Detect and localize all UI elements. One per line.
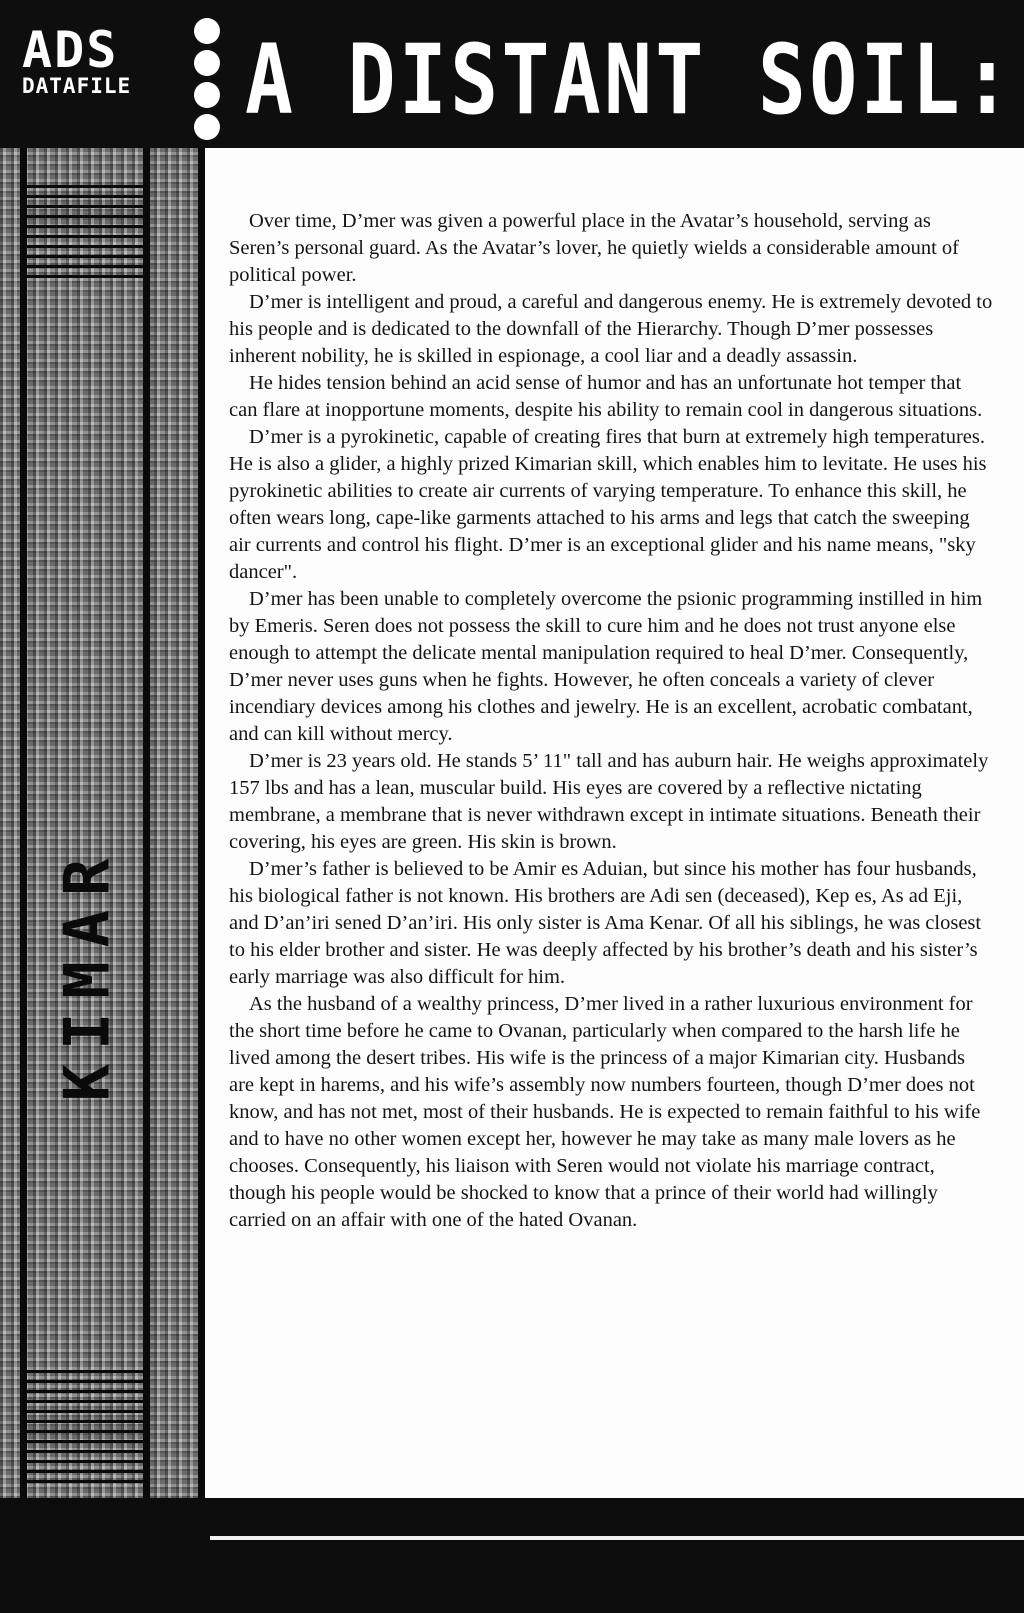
- sidebar-divider: [20, 148, 27, 1498]
- bullet-dot-icon: [194, 18, 220, 44]
- region-label: KIMAR: [50, 844, 124, 1102]
- paragraph: D’mer’s father is believed to be Amir es Aduian, but since his mother has four husbands, his biological father is not known. His brothers are Adi sen (deceased), Kep es, As ad Eji, and D’an’iri sened D’an’iri. His only sister is Ama Kenar. Of all his siblings, he was closest to his elder brother and sister. He was deeply affected by his brother’s death and his sister’s early marriage was also difficult for him.: [229, 858, 982, 988]
- paragraph: D’mer is intelligent and proud, a careful and dangerous enemy. He is extremely devoted to his people and is dedicated to the downfall of the Hierarchy. Though D’mer possesses inherent nobility, he is skilled in espionage, a cool liar and a deadly assassin.: [229, 291, 993, 367]
- paragraph: As the husband of a wealthy princess, D’mer lived in a rather luxurious environment for the short time before he came to Ovanan, particularly when compared to the harsh life he lived among the desert tribes. His wife is the princess of a major Kimarian city. Husbands are kept in harems, and his wife’s assembly now numbers fourteen, though D’mer does not know, and has not met, most of their husbands. He is expected to remain faithful to his wife and to have no other women except her, however he may take as many male lovers as he chooses. Consequently, his liaison with Seren would not violate his marriage contract, though his people would be shocked to know that a prince of their world had willingly carried on an affair with one of the hated Ovanan.: [229, 993, 981, 1231]
- paragraph: D’mer has been unable to completely overcome the psionic programming instilled in him by Emeris. Seren does not possess the skill to cure him and he does not trust anyone else enough to attempt the delicate mental manipulation required to heal D’mer. Consequently, D’mer never uses guns when he fights. However, he often conceals a variety of clever incendiary devices among his clothes and jewelry. He is an excellent, acrobatic combatant, and can kill without mercy.: [229, 588, 983, 745]
- body-text: [229, 208, 994, 1234]
- page-title: A DISTANT SOIL:: [245, 24, 1015, 136]
- paragraph: Over time, D’mer was given a powerful place in the Avatar’s household, serving as Seren’s personal guard. As the Avatar’s lover, he quietly wields a considerable amount of political power.: [229, 210, 959, 286]
- bullet-dot-icon: [194, 82, 220, 108]
- footer-band: [0, 1498, 1024, 1613]
- ads-datafile-logo: [22, 21, 152, 98]
- sidebar-divider: [198, 148, 205, 1498]
- sidebar-stripes-top: [26, 178, 146, 278]
- bullet-dot-icon: [194, 50, 220, 76]
- sidebar-stripes-bottom: [26, 1368, 146, 1483]
- footer-rule: [210, 1536, 1024, 1540]
- datafile-logo-text: DATAFILE: [22, 74, 132, 98]
- ads-logo-text: ADS: [22, 21, 119, 79]
- paragraph: D’mer is a pyrokinetic, capable of creating fires that burn at extremely high temperatures. He is also a glider, a highly prized Kimarian skill, which enables him to levitate. He uses his pyrokinetic abilities to create air currents of varying temperature. To enhance this skill, he often wears long, cape-like garments attached to his arms and legs that catch the sweeping air currents and control his flight. D’mer is an exceptional glider and his name means, "sky dancer".: [229, 426, 987, 583]
- content-panel: [205, 148, 1024, 1498]
- paragraph: D’mer is 23 years old. He stands 5’ 11" tall and has auburn hair. He weighs approximately 157 lbs and has a lean, muscular build. His eyes are covered by a reflective nictating membrane, a membrane that is never withdrawn except in intimate situations. Beneath their covering, his eyes are green. His skin is brown.: [229, 750, 989, 853]
- paragraph: He hides tension behind an acid sense of humor and has an unfortunate hot temper that can flare at inopportune moments, despite his ability to remain cool in dangerous situations.: [229, 372, 983, 421]
- sidebar-panel: [0, 148, 205, 1498]
- header-banner: [0, 0, 1024, 148]
- sidebar-divider: [143, 148, 150, 1498]
- bullet-dot-icon: [194, 114, 220, 140]
